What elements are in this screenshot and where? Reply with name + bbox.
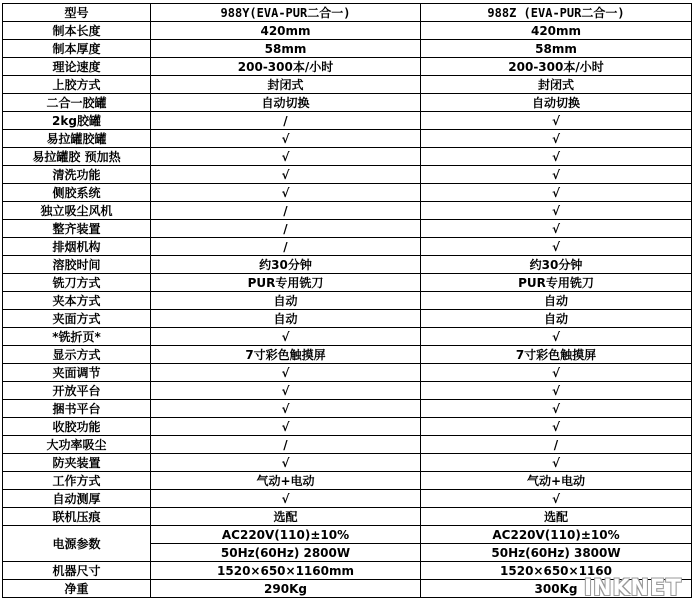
row-label: 捆书平台 <box>3 400 151 418</box>
model-y-value: AC220V(110)±10% <box>151 526 421 544</box>
table-row <box>3 184 692 202</box>
table-row <box>3 130 692 148</box>
table-row <box>3 148 692 166</box>
inknet-watermark: INKNET <box>583 576 682 601</box>
table-row <box>3 346 692 364</box>
model-z-value: 自动切换 <box>421 94 692 112</box>
model-z-value: 300Kg <box>421 580 692 598</box>
model-z-value: PUR专用铣刀 <box>421 274 692 292</box>
table-row <box>3 436 692 454</box>
model-y-value: 自动 <box>151 292 421 310</box>
spec-table <box>2 3 692 598</box>
row-label: 夹本方式 <box>3 292 151 310</box>
model-z-value: 约30分钟 <box>421 256 692 274</box>
model-y-value: 58mm <box>151 40 421 58</box>
model-y-value: √ <box>151 418 421 436</box>
model-z-value: √ <box>421 364 692 382</box>
model-z-value: 1520×650×1160 <box>421 562 692 580</box>
table-row <box>3 400 692 418</box>
model-y-value: 约30分钟 <box>151 256 421 274</box>
model-y-value: / <box>151 436 421 454</box>
model-y-value: √ <box>151 328 421 346</box>
table-row <box>3 274 692 292</box>
table-row <box>3 40 692 58</box>
row-label: 防夹装置 <box>3 454 151 472</box>
table-row <box>3 292 692 310</box>
model-y-value: 200-300本/小时 <box>151 58 421 76</box>
row-label: 侧胶系统 <box>3 184 151 202</box>
table-row <box>3 166 692 184</box>
row-label: 二合一胶罐 <box>3 94 151 112</box>
model-y-value: / <box>151 220 421 238</box>
model-y-value: √ <box>151 490 421 508</box>
model-z-value: √ <box>421 238 692 256</box>
model-y-value: 自动 <box>151 310 421 328</box>
model-z-value: 58mm <box>421 40 692 58</box>
model-z-value: √ <box>421 400 692 418</box>
model-y-value: 420mm <box>151 22 421 40</box>
table-row <box>3 202 692 220</box>
model-y-value: 封闭式 <box>151 76 421 94</box>
model-z-value: √ <box>421 130 692 148</box>
row-label: 联机压痕 <box>3 508 151 526</box>
table-row <box>3 490 692 508</box>
model-z-value: √ <box>421 382 692 400</box>
model-y-header: 988Y(EVA-PUR二合一) <box>151 4 421 22</box>
table-row <box>3 364 692 382</box>
table-row <box>3 310 692 328</box>
model-z-value: 7寸彩色触摸屏 <box>421 346 692 364</box>
model-z-value: 气动+电动 <box>421 472 692 490</box>
row-label: 净重 <box>3 580 151 598</box>
model-z-value: √ <box>421 490 692 508</box>
model-y-value: 7寸彩色触摸屏 <box>151 346 421 364</box>
row-label: 溶胶时间 <box>3 256 151 274</box>
model-y-value: √ <box>151 130 421 148</box>
model-z-value: 封闭式 <box>421 76 692 94</box>
model-z-value: √ <box>421 184 692 202</box>
row-label: 易拉罐胶罐 <box>3 130 151 148</box>
model-y-value: 选配 <box>151 508 421 526</box>
table-row <box>3 256 692 274</box>
model-z-value: AC220V(110)±10% <box>421 526 692 544</box>
row-label: 夹面调节 <box>3 364 151 382</box>
model-y-value: √ <box>151 454 421 472</box>
row-label: 清洗功能 <box>3 166 151 184</box>
model-z-value: √ <box>421 166 692 184</box>
model-y-value: √ <box>151 166 421 184</box>
table-row <box>3 94 692 112</box>
model-y-value: / <box>151 112 421 130</box>
row-label: 制本厚度 <box>3 40 151 58</box>
row-label: 2kg胶罐 <box>3 112 151 130</box>
model-z-value: √ <box>421 148 692 166</box>
row-label: 机器尺寸 <box>3 562 151 580</box>
model-z-value: / <box>421 436 692 454</box>
row-label: 理论速度 <box>3 58 151 76</box>
row-label: 工作方式 <box>3 472 151 490</box>
model-y-value: √ <box>151 400 421 418</box>
row-label: 收胶功能 <box>3 418 151 436</box>
model-y-value: 1520×650×1160mm <box>151 562 421 580</box>
model-z-value: 选配 <box>421 508 692 526</box>
row-label: 大功率吸尘 <box>3 436 151 454</box>
table-row <box>3 76 692 94</box>
row-label: 自动测厚 <box>3 490 151 508</box>
row-label: 电源参数 <box>3 526 151 562</box>
table-row <box>3 238 692 256</box>
table-row <box>3 472 692 490</box>
model-z-value: 420mm <box>421 22 692 40</box>
table-row <box>3 454 692 472</box>
model-z-value: 自动 <box>421 292 692 310</box>
row-label: 整齐装置 <box>3 220 151 238</box>
model-y-value: 气动+电动 <box>151 472 421 490</box>
model-y-value: √ <box>151 148 421 166</box>
table-row <box>3 508 692 526</box>
model-y-value: √ <box>151 184 421 202</box>
table-row <box>3 22 692 40</box>
model-z-value: 自动 <box>421 310 692 328</box>
model-y-value: / <box>151 238 421 256</box>
header-row <box>3 4 692 22</box>
model-y-value: 自动切换 <box>151 94 421 112</box>
row-label: 上胶方式 <box>3 76 151 94</box>
table-row <box>3 112 692 130</box>
row-label: 夹面方式 <box>3 310 151 328</box>
row-label: 铣刀方式 <box>3 274 151 292</box>
model-z-value: 200-300本/小时 <box>421 58 692 76</box>
model-y-value: √ <box>151 382 421 400</box>
model-y-value: √ <box>151 364 421 382</box>
model-z-header: 988Z (EVA-PUR二合一) <box>421 4 692 22</box>
row-label: 独立吸尘风机 <box>3 202 151 220</box>
model-y-value: / <box>151 202 421 220</box>
header-label: 型号 <box>3 4 151 22</box>
row-label: 排烟机构 <box>3 238 151 256</box>
table-row <box>3 328 692 346</box>
model-z-value: √ <box>421 220 692 238</box>
model-y-value: 50Hz(60Hz) 2800W <box>151 544 421 562</box>
model-z-value: √ <box>421 202 692 220</box>
table-row <box>3 418 692 436</box>
model-z-value: √ <box>421 328 692 346</box>
row-label: 制本长度 <box>3 22 151 40</box>
model-y-value: PUR专用铣刀 <box>151 274 421 292</box>
table-row <box>3 220 692 238</box>
table-row <box>3 526 692 544</box>
row-label: 开放平台 <box>3 382 151 400</box>
row-label: 显示方式 <box>3 346 151 364</box>
model-z-value: √ <box>421 112 692 130</box>
model-z-value: 50Hz(60Hz) 3800W <box>421 544 692 562</box>
model-z-value: √ <box>421 418 692 436</box>
table-row <box>3 382 692 400</box>
table-row <box>3 58 692 76</box>
model-z-value: √ <box>421 454 692 472</box>
model-y-value: 290Kg <box>151 580 421 598</box>
row-label: 易拉罐胶 预加热 <box>3 148 151 166</box>
row-label: *铣折页* <box>3 328 151 346</box>
